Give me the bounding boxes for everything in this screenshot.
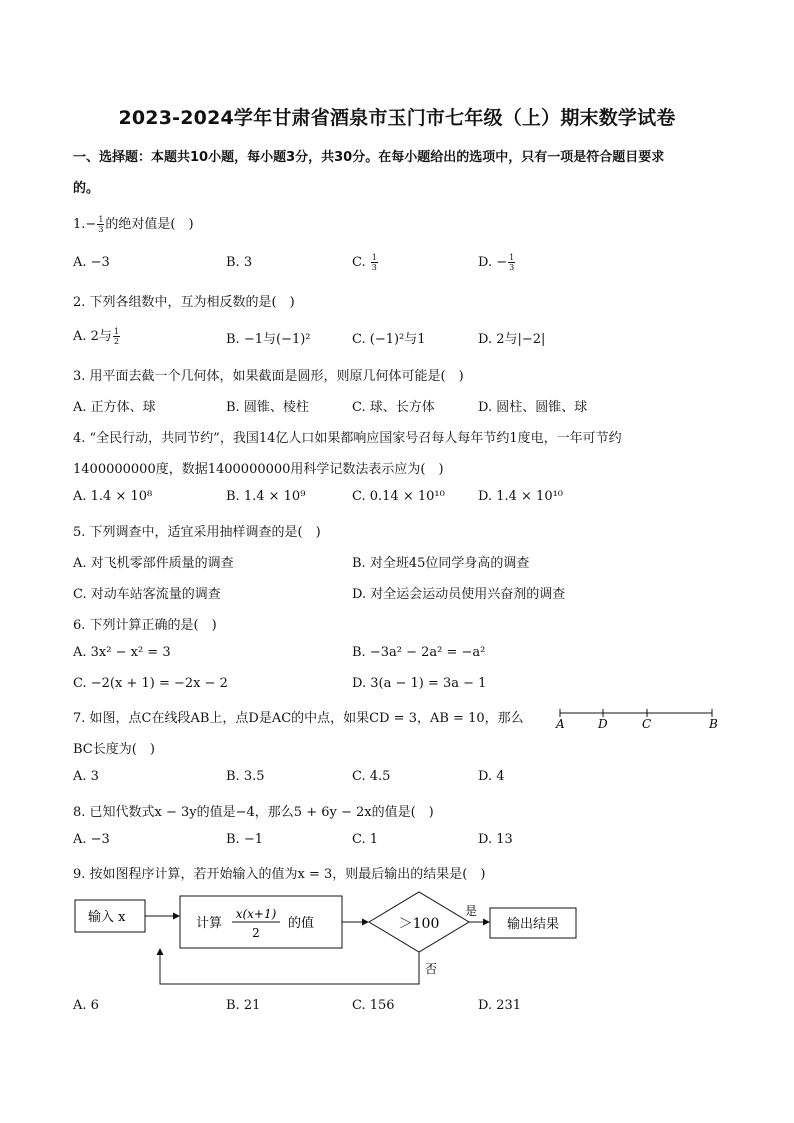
q1-stem: 的绝对值是( )	[105, 217, 194, 232]
flow-compute-label: 计算	[196, 916, 223, 931]
q5-option-c: C. 对动车站客流量的调查	[73, 587, 221, 602]
question-7-line1: 7. 如图，点C在线段AB上，点D是AC的中点，如果CD = 3，AB = 10，那么	[73, 711, 524, 726]
q4-option-c: C. 0.14 × 10¹⁰	[352, 489, 445, 504]
flow-arrowhead-yes	[483, 919, 490, 926]
q5-option-a: A. 对飞机零部件质量的调查	[73, 556, 234, 571]
question-3: 3. 用平面去截一个几何体，如果截面是圆形，则原几何体可能是( )	[73, 369, 464, 384]
q1-fraction: $\frac{1}{3}$	[98, 215, 104, 234]
question-1	[73, 213, 194, 234]
q3-option-b: B. 圆锥、棱柱	[226, 400, 309, 415]
q1-option-d: D. − $\frac{1}{3}$	[478, 253, 515, 272]
program-flowchart	[72, 888, 582, 988]
question-8: 8. 已知代数式x − 3y的值是−4，那么5 + 6y − 2x的值是( )	[73, 805, 434, 820]
q7-option-a: A. 3	[73, 769, 99, 784]
q1-option-b: B. 3	[226, 255, 253, 270]
flow-arrowhead-1	[173, 913, 180, 920]
q2-option-b: B. −1与(−1)²	[226, 332, 311, 347]
label-b: B	[709, 717, 718, 730]
q6-option-c: C. −2(x + 1) = −2x − 2	[73, 676, 228, 691]
q9-option-a: A. 6	[73, 998, 99, 1013]
flow-condition-label: ＞100	[398, 916, 440, 932]
label-a: A	[556, 717, 565, 730]
q3-option-d: D. 圆柱、圆锥、球	[478, 400, 588, 415]
flow-arrowhead-2	[362, 919, 369, 926]
question-6: 6. 下列计算正确的是( )	[73, 618, 217, 633]
flow-yes-label: 是	[465, 904, 478, 918]
flow-output-label: 输出结果	[506, 917, 560, 932]
segment-figure	[552, 704, 722, 730]
q6-option-a: A. 3x² − x² = 3	[73, 645, 171, 660]
q8-option-d: D. 13	[478, 832, 513, 847]
q8-option-b: B. −1	[226, 832, 263, 847]
question-7-line2: BC长度为( )	[73, 742, 155, 757]
q1-option-c: C. $\frac{1}{3}$	[352, 253, 377, 272]
q9-option-d: D. 231	[478, 998, 522, 1013]
q2-option-d: D. 2与|−2|	[478, 332, 546, 347]
q8-option-a: A. −3	[73, 832, 110, 847]
q2-option-a: A. 2与 $\frac{1}{2}$	[73, 327, 120, 346]
q8-option-c: C. 1	[352, 832, 379, 847]
flow-compute-numerator: x(x+1)	[235, 907, 277, 921]
question-9: 9. 按如图程序计算，若开始输入的值为x = 3，则最后输出的结果是( )	[73, 867, 486, 882]
q4-option-b: B. 1.4 × 10⁹	[226, 489, 306, 504]
q7-option-d: D. 4	[478, 769, 505, 784]
label-d: D	[598, 717, 608, 730]
question-4-line1: 4. “全民行动，共同节约”，我国14亿人口如果都响应国家号召每人每年节约1度电，一年可节约	[73, 431, 622, 446]
section-heading: 一、选择题：本题共10小题，每小题3分，共30分。在每小题给出的选项中，只有一项是符合题目要求	[73, 150, 665, 165]
flow-arrowhead-loop	[157, 948, 164, 955]
q7-option-b: B. 3.5	[226, 769, 265, 784]
flow-input-label: 输入 x	[88, 910, 126, 925]
flow-no-label: 否	[425, 962, 438, 976]
q5-option-d: D. 对全运会运动员使用兴奋剂的调查	[352, 587, 566, 602]
flow-compute-denominator: 2	[252, 926, 260, 940]
q1-number: 1.	[73, 217, 86, 232]
q9-option-b: B. 21	[226, 998, 261, 1013]
q4-option-d: D. 1.4 × 10¹⁰	[478, 489, 564, 504]
q7-option-c: C. 4.5	[352, 769, 391, 784]
label-c: C	[642, 717, 652, 730]
flow-compute-suffix: 的值	[288, 916, 315, 931]
q4-option-a: A. 1.4 × 10⁸	[73, 489, 153, 504]
question-2: 2. 下列各组数中，互为相反数的是( )	[73, 295, 295, 310]
q6-option-b: B. −3a² − 2a² = −a²	[352, 645, 486, 660]
section-heading-cont: 的。	[73, 181, 100, 196]
q3-option-c: C. 球、长方体	[352, 400, 435, 415]
q6-option-d: D. 3(a − 1) = 3a − 1	[352, 676, 487, 691]
q9-option-c: C. 156	[352, 998, 395, 1013]
q3-option-a: A. 正方体、球	[73, 400, 156, 415]
q2-option-c: C. (−1)²与1	[352, 332, 426, 347]
question-5: 5. 下列调查中，适宜采用抽样调查的是( )	[73, 525, 321, 540]
question-4-line2: 1400000000度，数据1400000000用科学记数法表示应为( )	[73, 462, 444, 477]
q5-option-b: B. 对全班45位同学身高的调查	[352, 556, 530, 571]
q1-minus: −	[85, 217, 97, 232]
flow-loop-line	[160, 950, 419, 984]
exam-title: 2023-2024学年甘肃省酒泉市玉门市七年级（上）期末数学试卷	[118, 107, 676, 129]
q1-option-a: A. −3	[73, 255, 110, 270]
